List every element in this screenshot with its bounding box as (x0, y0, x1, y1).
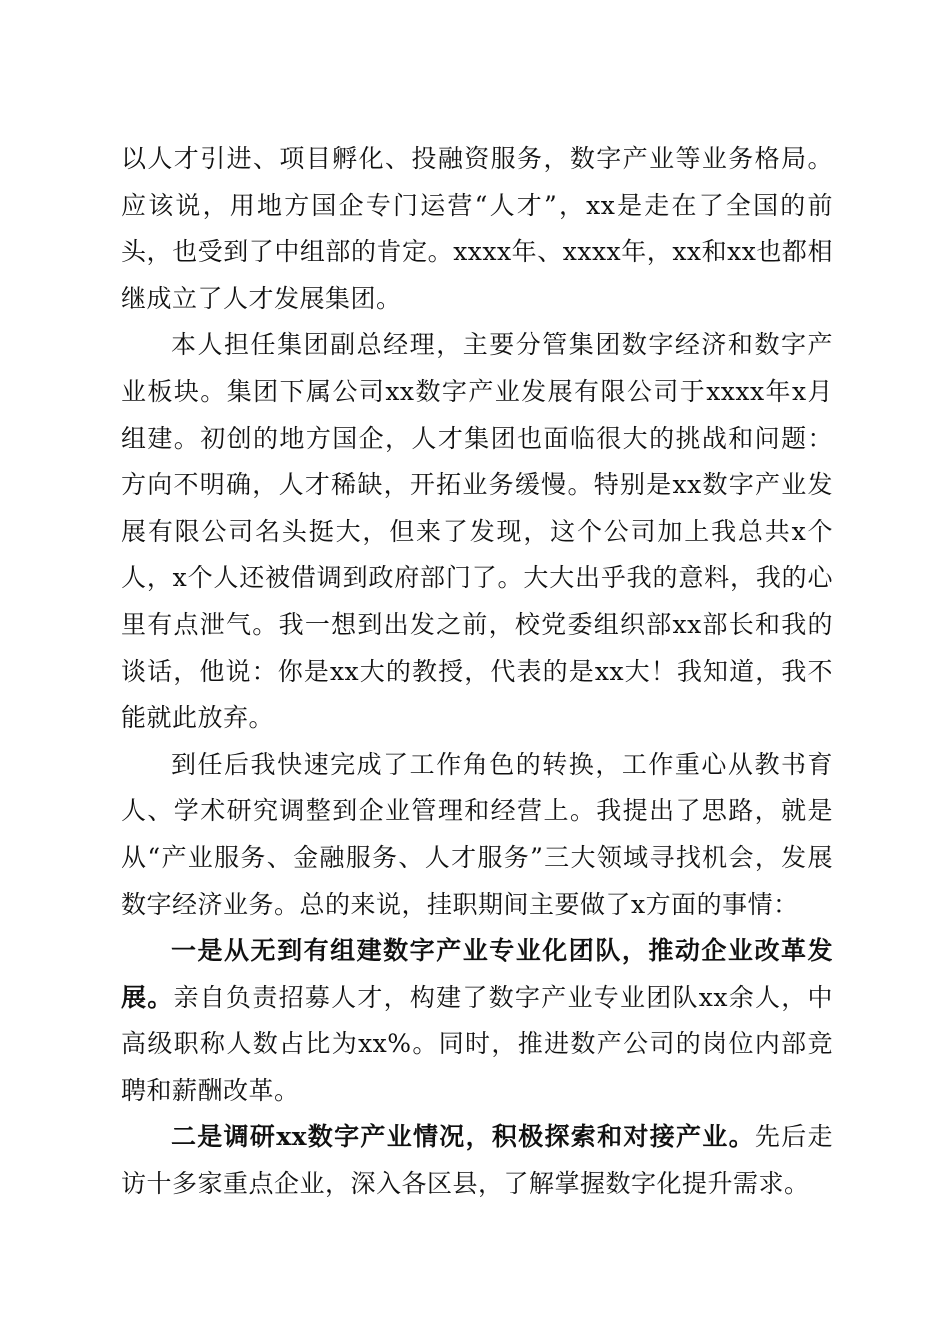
paragraph-3 (121, 742, 833, 928)
paragraph-4-text: 亲自负责招募人才，构建了数字产业专业团队xx余人，中高级职称人数占比为xx%。同时，推进数产公司的岗位内部竞聘和薪酬改革。 (121, 982, 833, 1105)
paragraph-1-text: 以人才引进、项目孵化、投融资服务，数字产业等业务格局。应该说，用地方国企专门运营“人才”，xx是走在了全国的前头，也受到了中组部的肯定。xxxx年、xxxx年，xx和xx也都相继成立了人才发展集团。 (121, 144, 833, 313)
paragraph-5-lead: 二是调研xx数字产业情况，积极探索和对接产业。 (171, 1122, 755, 1152)
document-body (121, 136, 833, 1208)
paragraph-2 (121, 322, 833, 741)
paragraph-2-text: 本人担任集团副总经理，主要分管集团数字经济和数字产业板块。集团下属公司xx数字产业发展有限公司于xxxx年x月组建。初创的地方国企，人才集团也面临很大的挑战和问题：方向不明确，人才稀缺，开拓业务缓慢。特别是xx数字产业发展有限公司名头挺大，但来了发现，这个公司加上我总共x个人，x个人还被借调到政府部门了。大大出乎我的意料，我的心里有点泄气。我一想到出发之前，校党委组织部xx部长和我的谈话，他说：你是xx大的教授，代表的是xx大！我知道，我不能就此放弃。 (121, 330, 833, 733)
paragraph-3-text: 到任后我快速完成了工作角色的转换，工作重心从教书育人、学术研究调整到企业管理和经营上。我提出了思路，就是从“产业服务、金融服务、人才服务”三大领域寻找机会，发展数字经济业务。总的来说，挂职期间主要做了x方面的事情： (121, 749, 833, 919)
paragraph-5-text: 先后走访十多家重点企业，深入各区县，了解掌握数字化提升需求。 (121, 1122, 833, 1199)
paragraph-4-lead: 一是从无到有组建数字产业专业化团队，推动企业改革发展。 (121, 936, 833, 1012)
paragraph-5 (121, 1114, 833, 1207)
paragraph-4 (121, 928, 833, 1114)
paragraph-1 (121, 136, 833, 322)
